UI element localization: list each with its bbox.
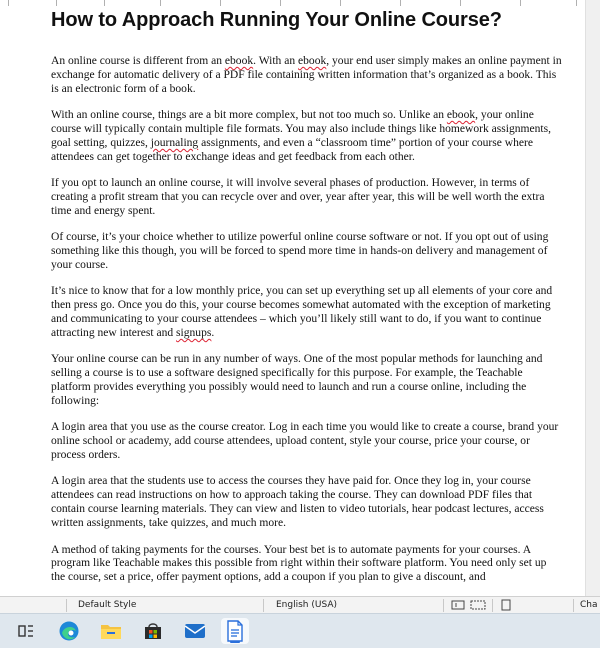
- page-top-mark: [400, 0, 401, 6]
- text-run: Of course, it’s your choice whether to utilize powerful online course software or not. If you opt out of using something like this though, you will be forced to spend more time in hands-on delivery and management of your course.: [51, 231, 549, 272]
- page-style-indicator[interactable]: Default Style: [78, 600, 137, 610]
- selection-mode-icon[interactable]: [470, 599, 486, 614]
- document-paragraph[interactable]: [51, 285, 563, 341]
- misspelled-word: ebook: [446, 109, 476, 122]
- page-top-mark: [460, 0, 461, 6]
- page-top-mark: [280, 0, 281, 6]
- document-paragraph[interactable]: [51, 544, 563, 586]
- page-top-mark: [340, 0, 341, 6]
- text-run: .: [211, 327, 215, 340]
- status-bar: [0, 596, 600, 614]
- document-paragraph[interactable]: [51, 353, 563, 409]
- page-top-mark: [160, 0, 161, 6]
- writer-document-icon[interactable]: [221, 618, 249, 644]
- text-run: An online course is different from an: [51, 55, 225, 67]
- document-paragraph[interactable]: [51, 177, 563, 219]
- text-run: , your online course will typically contain multiple file formats. You may also include things like homework assignments, goal setting, quizzes,: [51, 109, 551, 149]
- character-count-indicator: Cha: [580, 600, 598, 610]
- misspelled-word: signups: [176, 327, 212, 340]
- misspelled-word: ebook: [298, 55, 327, 67]
- document-paragraph[interactable]: [51, 55, 563, 97]
- vertical-scrollbar[interactable]: [585, 0, 600, 596]
- text-run: It’s nice to know that for a low monthly price, you can set up everything set up all elements of your core and then press go. Once you do this, your course becomes somewhat automated with the exception of marketing and communicating to your course attendees – which you’ll likely still want to do, if you want to continue attracting new interest and: [51, 285, 553, 340]
- mail-icon[interactable]: [181, 618, 209, 644]
- language-indicator[interactable]: English (USA): [276, 600, 338, 610]
- page-top-mark: [8, 0, 9, 6]
- task-view-icon[interactable]: [12, 618, 40, 644]
- text-run: , your end user simply makes an online payment in exchange for automatic delivery of a PDF file containing written information that’s organized as a book. This is an electronic form of a book.: [51, 55, 562, 95]
- document-paragraph[interactable]: [51, 421, 563, 463]
- document-modified-icon[interactable]: [500, 599, 512, 614]
- text-run: assignments, and even a “classroom time” portion of your course where attendees can get together to exchange ideas and get feedback from each other.: [51, 136, 533, 163]
- text-run: If you opt to launch an online course, it will involve several phases of production. However, in terms of creating a profit stream that you can recycle over and over, year after year, this will be well worth the extra time and energy spent.: [51, 177, 545, 217]
- edge-browser-icon[interactable]: [55, 618, 83, 644]
- status-separator: [492, 599, 493, 612]
- page-top-mark: [56, 0, 57, 6]
- document-paragraph[interactable]: [51, 109, 563, 165]
- status-separator: [263, 599, 264, 612]
- text-run: A method of taking payments for the courses. Your best bet is to automate payments for your courses. A program like Teachable makes this possible from right within their software platform. You need only set up the course, set a price, offer payment options, add a coupon if you plan to give a discount, and: [51, 543, 547, 584]
- document-title[interactable]: How to Approach Running Your Online Course?: [51, 9, 502, 31]
- text-run: A login area that you use as the course creator. Log in each time you would like to create a course, brand your online school or academy, add course attendees, upload content, style your course, price your course, or process orders.: [51, 421, 559, 462]
- text-run: With an online course, things are a bit more complex, but not too much so. Unlike an: [51, 109, 447, 122]
- page-top-mark: [576, 0, 577, 6]
- status-separator: [66, 599, 67, 612]
- status-separator: [443, 599, 444, 612]
- page-top-mark: [520, 0, 521, 6]
- store-icon[interactable]: [139, 618, 167, 644]
- text-run: Your online course can be run in any number of ways. One of the most popular methods for launching and selling a course is to use a software designed specifically for this purpose. For example, the Teachable platform provides everything you possibly would need to launch and run a course online, including the following:: [51, 353, 543, 408]
- misspelled-word: ebook: [224, 55, 254, 67]
- page-top-marks: [0, 0, 586, 6]
- insert-mode-icon[interactable]: [451, 599, 465, 614]
- document-body[interactable]: [51, 55, 563, 596]
- active-app-indicator: [230, 641, 240, 643]
- document-paragraph[interactable]: [51, 475, 563, 531]
- taskbar: [0, 613, 600, 648]
- text-run: . With an: [253, 55, 299, 67]
- file-explorer-icon[interactable]: [97, 618, 125, 644]
- document-paragraph[interactable]: [51, 231, 563, 273]
- status-separator: [573, 599, 574, 612]
- text-run: A login area that the students use to access the courses they have paid for. Once they log in, your course attendees can read instructions on how to approach taking the course. They can download PDF files that contain course learning materials. They can view and listen to video tutorials, hear podcast lectures, access written assignments, take quizzes, and much more.: [51, 475, 544, 530]
- misspelled-word: journaling: [150, 136, 199, 149]
- page-top-mark: [104, 0, 105, 6]
- page-top-mark: [220, 0, 221, 6]
